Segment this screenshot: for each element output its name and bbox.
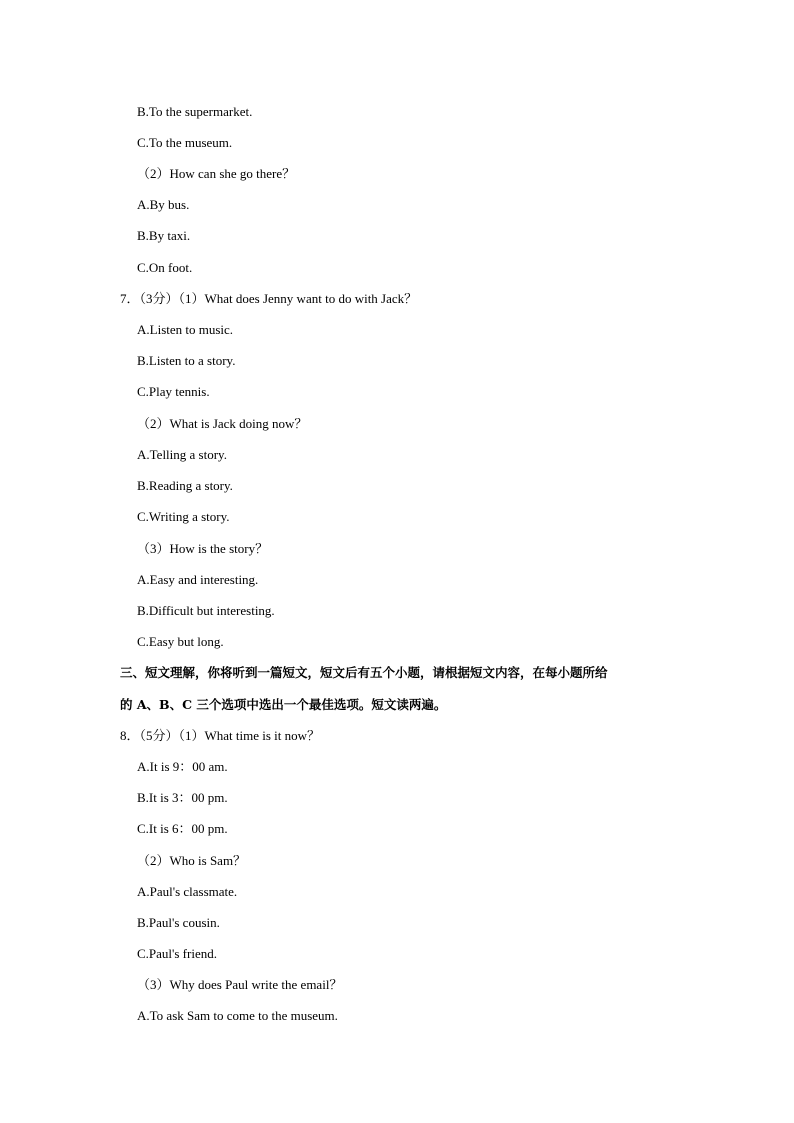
q8-sub1-option-b: B.It is 3：00 pm.: [137, 790, 228, 805]
section-3-instruction-line-2: 的 A、B、C 三个选项中选出一个最佳选项。短文读两遍。: [120, 697, 447, 712]
q6-sub1-option-b: B.To the supermarket.: [137, 104, 253, 119]
q7-heading: 7．（3分）（1）What does Jenny want to do with Jack？: [120, 291, 418, 306]
q8-sub2-option-c: C.Paul's friend.: [137, 946, 217, 961]
q8-sub2-option-b: B.Paul's cousin.: [137, 915, 220, 930]
q8-sub1-option-a: A.It is 9：00 am.: [137, 759, 228, 774]
section-3-instruction-line-1: 三、短文理解，你将听到一篇短文，短文后有五个小题，请根据短文内容，在每小题所给: [120, 665, 608, 680]
q6-sub1-option-c: C.To the museum.: [137, 135, 233, 150]
q7-sub1-option-b: B.Listen to a story.: [137, 353, 236, 368]
q7-sub1-option-a: A.Listen to music.: [137, 322, 234, 337]
q8-sub3-question: （3）Why does Paul write the email？: [137, 977, 343, 992]
q6-sub2-question: （2）How can she go there？: [137, 166, 296, 181]
q8-heading: 8．（5分）（1）What time is it now？: [120, 728, 321, 743]
q8-sub3-option-a: A.To ask Sam to come to the museum.: [137, 1008, 338, 1023]
q8-sub2-option-a: A.Paul's classmate.: [137, 884, 238, 899]
q7-sub2-option-b: B.Reading a story.: [137, 478, 233, 493]
q7-sub3-question: （3）How is the story？: [137, 541, 269, 556]
q6-sub2-option-c: C.On foot.: [137, 260, 193, 275]
q7-sub3-option-b: B.Difficult but interesting.: [137, 603, 275, 618]
q6-sub2-option-b: B.By taxi.: [137, 228, 191, 243]
q7-sub1-option-c: C.Play tennis.: [137, 384, 210, 399]
q8-sub2-question: （2）Who is Sam？: [137, 853, 247, 868]
q7-sub3-option-a: A.Easy and interesting.: [137, 572, 259, 587]
q7-sub3-option-c: C.Easy but long.: [137, 634, 224, 649]
q7-sub2-question: （2）What is Jack doing now？: [137, 416, 308, 431]
q6-sub2-option-a: A.By bus.: [137, 197, 190, 212]
q7-sub2-option-a: A.Telling a story.: [137, 447, 227, 462]
q8-sub1-option-c: C.It is 6：00 pm.: [137, 821, 228, 836]
q7-sub2-option-c: C.Writing a story.: [137, 509, 230, 524]
